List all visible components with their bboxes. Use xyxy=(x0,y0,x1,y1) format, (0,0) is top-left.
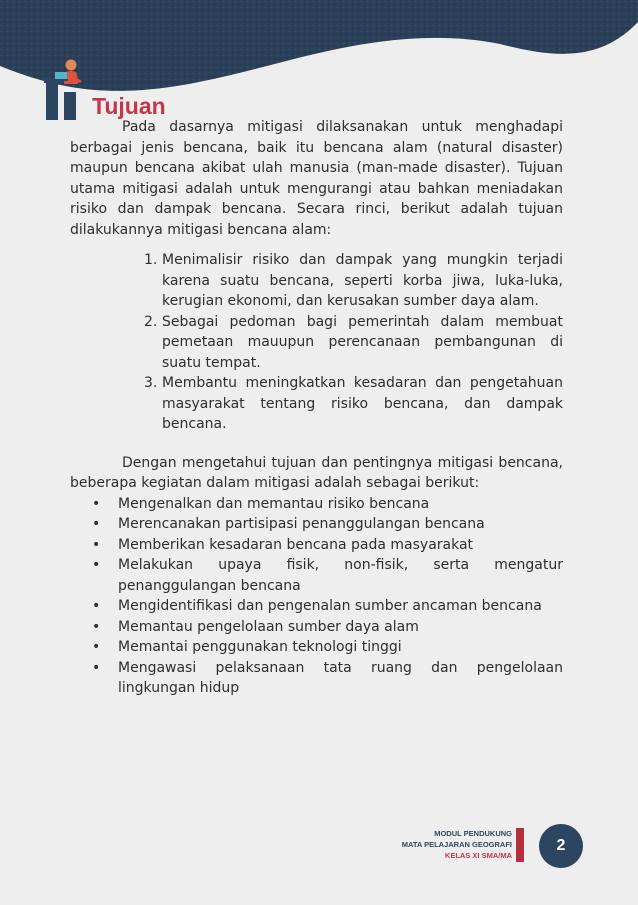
intro-paragraph: Pada dasarnya mitigasi dilaksanakan untuk menghadapi berbagai jenis bencana, baik itu bencana alam (natural disaster) maupun bencana akibat ulah manusia (man-made disaster). Tujuan utama mitigasi adalah untuk mengurangi atau bahkan meniadakan risiko dan dampak bencana. Secara rinci, berikut adalah tujuan dilakukannya mitigasi bencana alam: xyxy=(70,119,563,238)
list-item-text: Mengawasi pelaksanaan tata ruang dan pengelolaan lingkungan hidup xyxy=(118,659,563,696)
footer-line-3: KELAS XI SMA/MA xyxy=(444,851,512,860)
goals-list xyxy=(70,250,563,435)
list-item xyxy=(92,596,563,617)
bullet-icon: • xyxy=(92,557,101,573)
bullet-icon: • xyxy=(92,639,101,655)
bullet-icon: • xyxy=(92,516,101,532)
bullet-icon: • xyxy=(92,598,101,614)
list-item xyxy=(92,658,563,699)
activities-list xyxy=(70,494,563,699)
footer-line-2: MATA PELAJARAN GEOGRAFI xyxy=(401,840,512,849)
list-item xyxy=(92,555,563,596)
list-number: 1. xyxy=(144,252,158,268)
list-item-text: Merencanakan partisipasi penanggulangan bencana xyxy=(118,516,485,532)
body-content xyxy=(70,117,563,699)
list-item-text: Memantai penggunakan teknologi tinggi xyxy=(118,639,402,655)
list-item-text: Mengidentifikasi dan pengenalan sumber ancaman bencana xyxy=(118,598,542,614)
list-number: 2. xyxy=(144,313,158,330)
list-item xyxy=(92,637,563,658)
list-number: 3. xyxy=(144,375,158,391)
bullet-icon: • xyxy=(92,495,101,512)
list-item-text: Memantau pengelolaan sumber daya alam xyxy=(118,618,419,635)
list-item-text: Menimalisir risiko dan dampak yang mungkin terjadi karena suatu bencana, seperti korba jiwa, luka-luka, kerugian ekonomi, dan kerusakan sumber daya alam. xyxy=(162,252,563,309)
page-number: 2 xyxy=(539,824,583,868)
bullet-icon: • xyxy=(92,618,101,635)
bullet-icon: • xyxy=(92,536,101,553)
list-item-text: Sebagai pedoman bagi pemerintah dalam membuat pemetaan mauupun perencanaan pembangunan di suatu tempat. xyxy=(162,313,563,371)
list-item-text: Membantu meningkatkan kesadaran dan pengetahuan masyarakat tentang risiko bencana, dan dampak bencana. xyxy=(162,375,563,432)
list-item xyxy=(144,250,563,312)
list-item-text: Memberikan kesadaran bencana pada masyarakat xyxy=(118,536,474,553)
footer-accent-bar xyxy=(516,828,524,862)
list-item-text: Mengenalkan dan memantau risiko bencana xyxy=(118,495,430,512)
section-title: Tujuan xyxy=(92,93,166,119)
footer-line-1: MODUL PENDUKUNG xyxy=(434,829,512,838)
bullet-icon: • xyxy=(92,659,101,676)
list-item xyxy=(144,373,563,435)
list-item xyxy=(92,494,563,515)
list-item xyxy=(92,535,563,556)
person-at-desk-icon xyxy=(44,58,88,122)
list-item xyxy=(92,617,563,638)
list-item xyxy=(144,312,563,374)
activities-intro-paragraph: Dengan mengetahui tujuan dan pentingnya mitigasi bencana, beberapa kegiatan dalam mitigasi adalah sebagai berikut: xyxy=(70,454,563,491)
footer-module-info xyxy=(402,828,512,861)
list-item-text: Melakukan upaya fisik, non-fisik, serta mengatur penanggulangan bencana xyxy=(118,557,563,594)
list-item xyxy=(92,514,563,535)
